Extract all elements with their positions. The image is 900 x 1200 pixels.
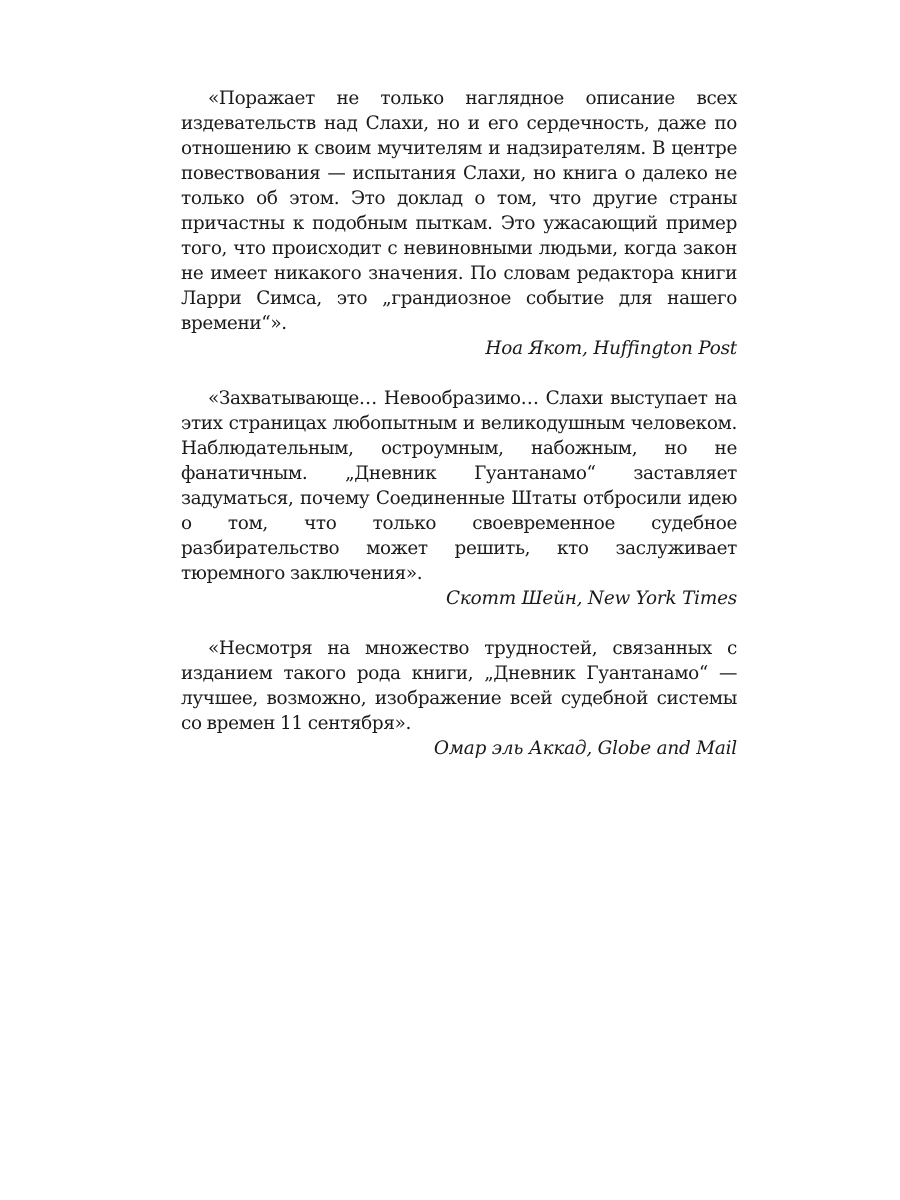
review-quote — [181, 86, 737, 361]
review-attribution: Ноа Якот, Huffington Post — [485, 338, 737, 359]
review-text: «Поражает не только наглядное описание всех издевательств над Слахи, но и его сердечность, даже по отношению к своим мучителям и надзирателям. В центре повествования — испытания Слахи, но книга о далеко не только об этом. Это доклад о том, что другие страны причастны к подобным пыткам. Это ужасающий пример того, что происходит с невиновными людьми, когда закон не имеет никакого значения. По словам редактора книги Ларри Симса, это „грандиозное событие для нашего времени“». — [181, 88, 737, 334]
review-text: «Захватывающе… Невообразимо… Слахи выступает на этих страницах любопытным и великодушным человеком. Наблюдательным, остроумным, набожным, но не фанатичным. „Дневник Гуантанамо“ заставляет задуматься, почему Соединенные Штаты отбросили идею о том, что только своевременное судебное разбирательство может решить, кто заслуживает тюремного заключения». — [181, 388, 737, 584]
review-attribution: Скотт Шейн, New York Times — [445, 588, 737, 609]
review-quote — [181, 386, 737, 611]
review-text: «Несмотря на множество трудностей, связанных с изданием такого рода книги, „Дневник Гуантанамо“ — лучшее, возможно, изображение всей судебной системы со времен 11 сентября». — [181, 638, 737, 734]
page-body — [181, 86, 737, 786]
review-quote — [181, 636, 737, 761]
review-attribution: Омар эль Аккад, Globe and Mail — [433, 738, 737, 759]
